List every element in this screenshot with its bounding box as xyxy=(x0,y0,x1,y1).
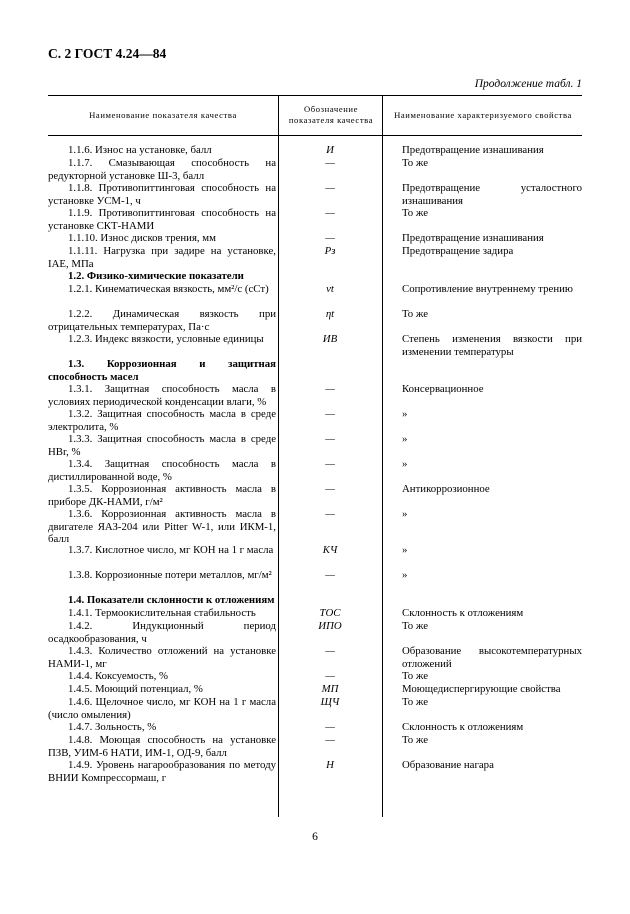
characterized-property: » xyxy=(402,569,408,581)
indicator-symbol: — xyxy=(325,458,335,470)
indicator-name: 1.4.9. Уровень нагарообразования по методу ВНИИ Компрессормаш, г xyxy=(48,759,276,784)
indicator-symbol: — xyxy=(325,483,335,495)
indicator-symbol: ИВ xyxy=(322,333,338,345)
table-row xyxy=(48,696,582,721)
indicator-name: 1.1.11. Нагрузка при задире на установке, IAE, МПа xyxy=(48,245,276,270)
indicator-symbol: νt xyxy=(326,283,334,295)
table-body xyxy=(48,144,582,784)
characterized-property: » xyxy=(402,544,408,556)
characterized-property: Склонность к отложениям xyxy=(402,721,524,733)
column-header-symbol: Обозначение показателя качества xyxy=(288,104,374,125)
table-row xyxy=(48,245,582,270)
indicator-symbol: — xyxy=(325,670,335,682)
column-header-property: Наименование характеризуемого свойства xyxy=(394,109,572,120)
indicator-symbol: ИПО xyxy=(318,620,342,632)
indicator-symbol: — xyxy=(325,645,335,657)
indicator-name: 1.2.3. Индекс вязкости, условные единицы xyxy=(68,333,264,345)
characterized-property: То же xyxy=(402,696,428,708)
indicator-name: 1.3.1. Защитная способность масла в условиях периодической конденсации влаги, % xyxy=(48,383,276,408)
characterized-property: Степень изменения вязкости при изменении температуры xyxy=(402,333,582,358)
characterized-property: Консервационное xyxy=(402,383,484,395)
indicator-symbol: — xyxy=(325,232,335,244)
indicator-symbol: — xyxy=(325,508,335,520)
table-row xyxy=(48,207,582,232)
page-header: С. 2 ГОСТ 4.24—84 xyxy=(48,46,167,61)
characterized-property: Предотвращение изнашивания xyxy=(402,144,544,156)
table-row xyxy=(48,645,582,670)
table-row xyxy=(48,333,582,358)
table-row xyxy=(48,283,582,308)
table-row xyxy=(48,670,582,683)
indicator-symbol: — xyxy=(325,734,335,746)
characterized-property: » xyxy=(402,408,408,420)
indicator-symbol: — xyxy=(325,408,335,420)
section-heading-row xyxy=(48,594,582,607)
indicator-symbol: — xyxy=(325,182,335,194)
table-row xyxy=(48,157,582,182)
indicator-symbol: — xyxy=(325,207,335,219)
column-header-name: Наименование показателя качества xyxy=(89,109,237,120)
indicator-symbol: И xyxy=(326,144,334,156)
table-row xyxy=(48,620,582,645)
characterized-property: Моющедиспергирующие свойства xyxy=(402,683,561,695)
characterized-property: Антикоррозионное xyxy=(402,483,490,495)
indicator-symbol: ηt xyxy=(325,308,335,320)
indicator-symbol: — xyxy=(325,569,335,581)
table-row xyxy=(48,721,582,734)
characterized-property: Предотвращение усталостного изнашивания xyxy=(402,182,582,207)
indicator-symbol: КЧ xyxy=(322,544,338,556)
indicator-name: 1.4.8. Моющая способность на установке ПЗВ, УИМ-6 НАТИ, ИМ-1, ОД-9, балл xyxy=(48,734,276,759)
indicator-symbol: — xyxy=(325,433,335,445)
indicator-symbol: ТОС xyxy=(319,607,341,619)
indicator-symbol: Pз xyxy=(324,245,336,257)
indicator-name: 1.3.7. Кислотное число, мг КОН на 1 г масла xyxy=(68,544,274,556)
table-row xyxy=(48,607,582,620)
indicator-name: 1.2.2. Динамическая вязкость при отрицательных температурах, Па·с xyxy=(48,308,276,333)
indicator-name: 1.3.2. Защитная способность масла в среде электролита, % xyxy=(48,408,276,433)
table-continuation-label: Продолжение табл. 1 xyxy=(474,78,582,90)
indicator-symbol: ЩЧ xyxy=(320,696,340,708)
characterized-property: » xyxy=(402,458,408,470)
characterized-property: Образование нагара xyxy=(402,759,494,771)
indicator-name: 1.4.7. Зольность, % xyxy=(68,721,157,733)
characterized-property: То же xyxy=(402,734,428,746)
table-row xyxy=(48,508,582,544)
characterized-property: Образование высокотемпературных отложений xyxy=(402,645,582,670)
table-row xyxy=(48,308,582,333)
table-row xyxy=(48,683,582,696)
indicator-name: 1.4.6. Щелочное число, мг КОН на 1 г масла (число омыления) xyxy=(48,696,276,721)
indicator-symbol: Н xyxy=(326,759,334,771)
table-row xyxy=(48,544,582,569)
section-heading-row xyxy=(48,358,582,383)
indicator-name: 1.4.4. Коксуемость, % xyxy=(68,670,169,682)
indicator-name: 1.3. Коррозионная и защитная способность масел xyxy=(48,358,276,383)
indicator-symbol: — xyxy=(325,383,335,395)
indicator-name: 1.1.9. Противопиттинговая способность на установке СКТ-НАМИ xyxy=(48,207,276,232)
table-header-rule xyxy=(48,135,582,136)
characterized-property: То же xyxy=(402,308,428,320)
indicator-name: 1.3.4. Защитная способность масла в дистиллированной воде, % xyxy=(48,458,276,483)
table-row xyxy=(48,458,582,483)
indicator-name: 1.3.5. Коррозионная активность масла в приборе ДК-НАМИ, г/м² xyxy=(48,483,276,508)
indicator-name: 1.4.2. Индукционный период осадкообразования, ч xyxy=(48,620,276,645)
table-row xyxy=(48,182,582,207)
characterized-property: То же xyxy=(402,620,428,632)
indicator-name: 1.4. Показатели склонности к отложениям xyxy=(68,594,275,606)
table-row xyxy=(48,734,582,759)
table-row xyxy=(48,144,582,157)
indicator-name: 1.4.1. Термоокислительная стабильность xyxy=(68,607,256,619)
table-row xyxy=(48,433,582,458)
table-row xyxy=(48,569,582,594)
indicator-name: 1.4.3. Количество отложений на установке НАМИ-1, мг xyxy=(48,645,276,670)
table-row xyxy=(48,408,582,433)
characterized-property: » xyxy=(402,433,408,445)
indicator-name: 1.2.1. Кинематическая вязкость, мм²/с (сСт) xyxy=(68,283,269,295)
characterized-property: То же xyxy=(402,670,428,682)
indicator-name: 1.1.8. Противопиттинговая способность на установке УСМ-1, ч xyxy=(48,182,276,207)
indicator-name: 1.3.3. Защитная способность масла в среде НВr, % xyxy=(48,433,276,458)
indicator-name: 1.1.10. Износ дисков трения, мм xyxy=(68,232,216,244)
indicator-name: 1.3.6. Коррозионная активность масла в двигателе ЯАЗ-204 или Pitter W-1, или ИКМ-1, балл xyxy=(48,508,276,545)
characterized-property: » xyxy=(402,508,408,520)
indicator-name: 1.1.7. Смазывающая способность на редукторной установке Ш-3, балл xyxy=(48,157,276,182)
characterized-property: То же xyxy=(402,157,428,169)
characterized-property: Предотвращение задира xyxy=(402,245,514,257)
page-number: 6 xyxy=(312,831,318,843)
table-row xyxy=(48,483,582,508)
characterized-property: То же xyxy=(402,207,428,219)
indicator-name: 1.1.6. Износ на установке, балл xyxy=(68,144,212,156)
table-row xyxy=(48,232,582,245)
indicator-symbol: МП xyxy=(321,683,339,695)
indicator-name: 1.3.8. Коррозионные потери металлов, мг/м² xyxy=(68,569,272,581)
characterized-property: Сопротивление внутреннему трению xyxy=(402,283,573,295)
indicator-symbol: — xyxy=(325,721,335,733)
indicator-name: 1.2. Физико-химические показатели xyxy=(68,270,244,282)
indicator-name: 1.4.5. Моющий потенциал, % xyxy=(68,683,203,695)
indicator-symbol: — xyxy=(325,157,335,169)
characterized-property: Склонность к отложениям xyxy=(402,607,524,619)
characterized-property: Предотвращение изнашивания xyxy=(402,232,544,244)
section-heading-row xyxy=(48,270,582,283)
table-row xyxy=(48,759,582,784)
table-row xyxy=(48,383,582,408)
